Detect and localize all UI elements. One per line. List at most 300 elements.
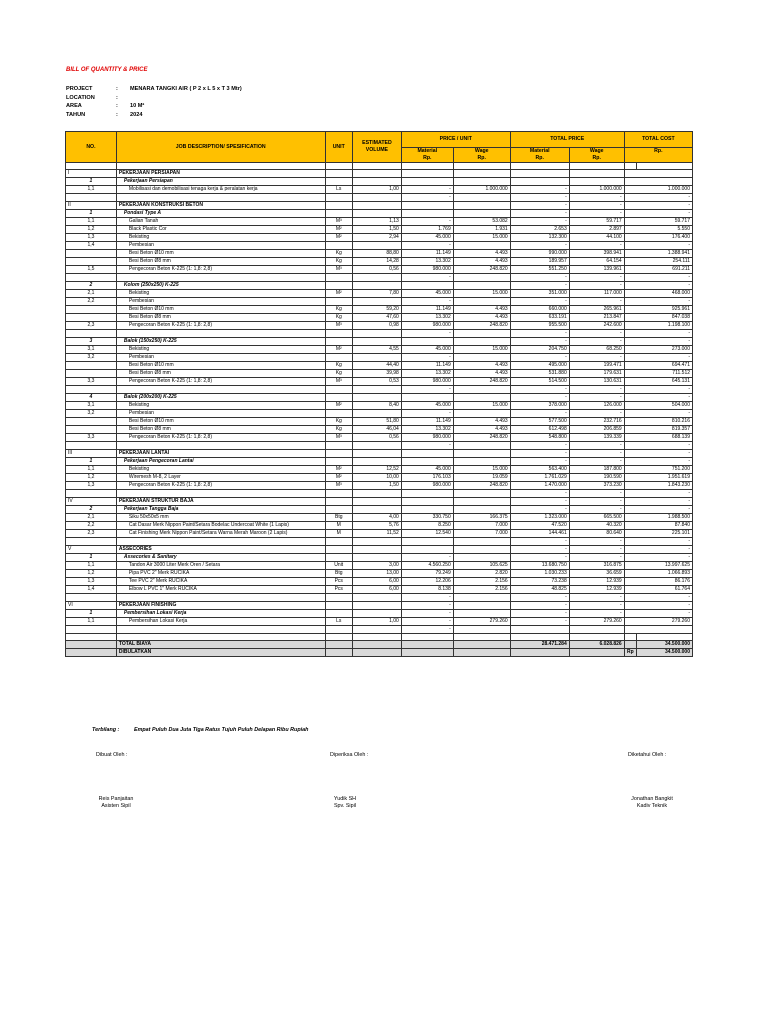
cell-empty — [453, 634, 510, 641]
cell-desc: Pengecoran Beton K-225 (1: 1,8: 2,8) — [116, 434, 325, 442]
cell-no: IV — [66, 498, 117, 506]
cell-pm: 12.206 — [401, 578, 453, 586]
subsection-row — [66, 554, 693, 562]
cell-vol: 0,56 — [352, 266, 401, 274]
table-row — [66, 562, 693, 570]
cell-pm: - — [401, 602, 453, 610]
cell-empty — [66, 163, 117, 170]
cell-tw: - — [569, 338, 624, 346]
cell-pw: 15.000 — [453, 346, 510, 354]
cell-unit — [325, 538, 352, 546]
cell-tw: - — [569, 354, 624, 362]
cell-pw — [453, 202, 510, 210]
cell-tc: 468.000 — [624, 290, 692, 298]
cell-pm: 11.149 — [401, 418, 453, 426]
table-row — [66, 426, 693, 434]
cell-unit: M³ — [325, 218, 352, 226]
cell-desc: Besi Beton Ø8 mm — [116, 258, 325, 266]
cell-empty — [352, 641, 401, 649]
cell-vol — [352, 602, 401, 610]
cell-tw: - — [569, 594, 624, 602]
cell-tc: 751.200 — [624, 466, 692, 474]
cell-desc: Besi Beton Ø10 mm — [116, 418, 325, 426]
cell-desc: Bekisting — [116, 290, 325, 298]
cell-pw — [453, 546, 510, 554]
cell-pm: - — [401, 554, 453, 562]
cell-vol — [352, 282, 401, 290]
cell-unit — [325, 554, 352, 562]
cell-unit — [325, 594, 352, 602]
cell-unit — [325, 242, 352, 250]
cell-no: 1 — [66, 458, 117, 466]
cell-unit — [325, 298, 352, 306]
header-volume: ESTIMATED VOLUME — [352, 132, 401, 163]
cell-vol — [352, 538, 401, 546]
cell-desc: Pembesian — [116, 354, 325, 362]
table-row — [66, 354, 693, 362]
cell-pm — [401, 506, 453, 514]
cell-desc: Bekisting — [116, 402, 325, 410]
cell-unit — [325, 386, 352, 394]
cell-pm: - — [401, 274, 453, 282]
cell-tw: - — [569, 274, 624, 282]
cell-desc: ASSECORIES — [116, 546, 325, 554]
cell-tm: 189.957 — [510, 258, 569, 266]
cell-no: 1 — [66, 178, 117, 186]
cell-unit: M³ — [325, 434, 352, 442]
cell-pm: 13.302 — [401, 314, 453, 322]
cell-tm: 48.825 — [510, 586, 569, 594]
cell-unit — [325, 626, 352, 634]
cell-unit: Ls — [325, 186, 352, 194]
table-row — [66, 330, 693, 338]
cell-unit: M³ — [325, 322, 352, 330]
cell-tw — [569, 178, 624, 186]
cell-pm: 79.249 — [401, 570, 453, 578]
cell-unit — [325, 354, 352, 362]
cell-vol — [352, 242, 401, 250]
cell-pw: 4.493 — [453, 418, 510, 426]
cell-tw: 64.154 — [569, 258, 624, 266]
cell-no — [66, 194, 117, 202]
cell-pm: - — [401, 242, 453, 250]
cell-pw: 2.820 — [453, 570, 510, 578]
cell-tw: - — [569, 546, 624, 554]
header-unit: UNIT — [325, 132, 352, 163]
cell-pm: - — [401, 410, 453, 418]
cell-desc: Bekisting — [116, 346, 325, 354]
cell-no: 3,1 — [66, 402, 117, 410]
cell-desc — [116, 626, 325, 634]
cell-no — [66, 306, 117, 314]
cell-desc — [116, 386, 325, 394]
cell-pw — [453, 178, 510, 186]
meta-label: LOCATION — [66, 94, 95, 101]
cell-pw — [453, 498, 510, 506]
cell-tm: - — [510, 210, 569, 218]
cell-empty — [116, 634, 325, 641]
cell-empty — [453, 163, 510, 170]
cell-pm: 45.000 — [401, 466, 453, 474]
cell-tw: - — [569, 442, 624, 450]
cell-tw: 1.000.000 — [569, 186, 624, 194]
cell-tm: 633.191 — [510, 314, 569, 322]
cell-pm: 8.138 — [401, 586, 453, 594]
table-row — [66, 362, 693, 370]
cell-pw: 2.156 — [453, 586, 510, 594]
table-row — [66, 442, 693, 450]
cell-desc: Pengecoran Beton K-225 (1: 1,8: 2,8) — [116, 378, 325, 386]
cell-pm: 8.250 — [401, 522, 453, 530]
cell-no: 1,5 — [66, 266, 117, 274]
cell-desc: Pembersihan Lokasi Kerja — [116, 610, 325, 618]
cell-tm: 495.000 — [510, 362, 569, 370]
cell-unit: Kg — [325, 426, 352, 434]
cell-tw: 265.961 — [569, 306, 624, 314]
cell-vol: 1,00 — [352, 186, 401, 194]
cell-unit — [325, 282, 352, 290]
cell-tc: - — [624, 458, 692, 466]
cell-tc: 810.216 — [624, 418, 692, 426]
cell-tm: - — [510, 410, 569, 418]
cell-unit — [325, 410, 352, 418]
cell-tw: 130.631 — [569, 378, 624, 386]
cell-pw: 1.000.000 — [453, 186, 510, 194]
cell-tw: - — [569, 554, 624, 562]
cell-tm: - — [510, 490, 569, 498]
cell-unit — [325, 498, 352, 506]
cell-pw: 2.156 — [453, 578, 510, 586]
cell-pw — [453, 170, 510, 178]
table-row — [66, 578, 693, 586]
section-row — [66, 202, 693, 210]
cell-tm: 660.000 — [510, 306, 569, 314]
cell-pw: 7.000 — [453, 530, 510, 538]
cell-no: 3,2 — [66, 410, 117, 418]
cell-no: 3 — [66, 338, 117, 346]
cell-unit: Btg — [325, 514, 352, 522]
cell-tw: 40.320 — [569, 522, 624, 530]
table-row — [66, 418, 693, 426]
cell-tc: - — [624, 298, 692, 306]
cell-no — [66, 626, 117, 634]
cell-pw — [453, 626, 510, 634]
cell-tc: - — [624, 594, 692, 602]
cell-tc: - — [624, 610, 692, 618]
total-row — [66, 641, 693, 649]
cell-vol: 13,00 — [352, 570, 401, 578]
boq-table — [65, 131, 693, 657]
meta-label: PROJECT — [66, 86, 93, 92]
cell-no: 1,2 — [66, 474, 117, 482]
cell-tw — [569, 170, 624, 178]
cell-vol: 7,80 — [352, 290, 401, 298]
cell-tc: - — [624, 338, 692, 346]
cell-pw: 248.820 — [453, 266, 510, 274]
cell-tm: - — [510, 186, 569, 194]
cell-unit — [325, 274, 352, 282]
table-row — [66, 298, 693, 306]
cell-tm: - — [510, 498, 569, 506]
cell-desc: Galian Tanah — [116, 218, 325, 226]
cell-pw — [453, 394, 510, 402]
cell-tm: 351.000 — [510, 290, 569, 298]
cell-tc: - — [624, 330, 692, 338]
cell-pm: 176.103 — [401, 474, 453, 482]
cell-tw: 213.847 — [569, 314, 624, 322]
cell-empty — [401, 641, 453, 649]
cell-vol: 1,13 — [352, 218, 401, 226]
cell-desc: Tandon Air 3000 Liter Merk Oren / Setara — [116, 562, 325, 570]
header-no: NO. — [66, 132, 117, 163]
cell-tw: 59.717 — [569, 218, 624, 226]
subsection-row — [66, 458, 693, 466]
cell-no — [66, 250, 117, 258]
header-rp: Rp. — [624, 148, 692, 163]
cell-desc: Pembesian — [116, 298, 325, 306]
amount-in-words — [92, 727, 308, 733]
cell-tm: - — [510, 506, 569, 514]
cell-pm: 45.000 — [401, 402, 453, 410]
cell-tc: - — [624, 410, 692, 418]
cell-desc: PEKERJAAN KONSTRUKSI BETON — [116, 202, 325, 210]
cell-desc: Pembersihan Lokasi Kerja — [116, 618, 325, 626]
cell-pw — [453, 490, 510, 498]
cell-tm: 551.250 — [510, 266, 569, 274]
cell-unit: M³ — [325, 266, 352, 274]
cell-tc: - — [624, 602, 692, 610]
cell-pw — [453, 410, 510, 418]
cell-desc: Assecories & Sanitary — [116, 554, 325, 562]
table-row — [66, 474, 693, 482]
cell-rp — [624, 641, 636, 649]
cell-tw: 187.800 — [569, 466, 624, 474]
cell-tm: - — [510, 218, 569, 226]
cell-desc: Mobilisasi dan demobilisasi tenaga kerja & peralatan kerja — [116, 186, 325, 194]
cell-tc: 5.550 — [624, 226, 692, 234]
document-title: BILL OF QUANTITY & PRICE — [66, 67, 148, 73]
cell-desc: Elbow L PVC 1" Merk RUCIKA — [116, 586, 325, 594]
cell-vol: 10,00 — [352, 474, 401, 482]
cell-vol: 4,55 — [352, 346, 401, 354]
cell-no: 3,1 — [66, 346, 117, 354]
cell-tw: 126.000 — [569, 402, 624, 410]
cell-tc: 279.260 — [624, 618, 692, 626]
cell-vol: 59,20 — [352, 306, 401, 314]
cell-vol: 1,00 — [352, 618, 401, 626]
cell-tc: 34.500.000 — [636, 649, 692, 657]
cell-pw: 105.625 — [453, 562, 510, 570]
cell-no — [66, 330, 117, 338]
cell-desc: Pengecoran Beton K-225 (1: 1,8: 2,8) — [116, 266, 325, 274]
cell-tm: - — [510, 354, 569, 362]
cell-pm: 13.302 — [401, 426, 453, 434]
cell-tw: - — [569, 450, 624, 458]
cell-vol: 4,00 — [352, 514, 401, 522]
signer-acknowledged: Jonathan Bangkit Kadiv Teknik — [631, 796, 673, 809]
cell-tm: - — [510, 274, 569, 282]
table-row — [66, 626, 693, 634]
cell-no — [66, 274, 117, 282]
cell-desc: Pekerjaan Pengecoran Lantai — [116, 458, 325, 466]
cell-pm: 45.000 — [401, 290, 453, 298]
cell-no — [66, 386, 117, 394]
cell-pw: 4.493 — [453, 362, 510, 370]
cell-vol — [352, 170, 401, 178]
cell-desc: DIBULATKAN — [116, 649, 325, 657]
cell-tm: 13.680.750 — [510, 562, 569, 570]
cell-pm — [401, 282, 453, 290]
cell-vol — [352, 178, 401, 186]
cell-pm — [401, 498, 453, 506]
cell-pm: - — [401, 330, 453, 338]
cell-tw: - — [569, 506, 624, 514]
cell-tm: - — [510, 538, 569, 546]
cell-unit — [325, 210, 352, 218]
cell-vol — [352, 274, 401, 282]
cell-unit: Pcs — [325, 578, 352, 586]
table-row — [66, 194, 693, 202]
cell-pm: 980.000 — [401, 322, 453, 330]
cell-pw: 15.000 — [453, 466, 510, 474]
cell-pm: 13.302 — [401, 258, 453, 266]
cell-pw: 4.493 — [453, 306, 510, 314]
cell-vol: 3,00 — [352, 562, 401, 570]
table-row — [66, 186, 693, 194]
cell-unit — [325, 490, 352, 498]
cell-tm: 548.800 — [510, 434, 569, 442]
signer-checked: Yudik SH Spv. Sipil — [333, 796, 357, 809]
cell-tc: - — [624, 194, 692, 202]
cell-tc: 504.000 — [624, 402, 692, 410]
cell-empty — [636, 634, 692, 641]
cell-vol: 2,94 — [352, 234, 401, 242]
subsection-row — [66, 178, 693, 186]
cell-desc: Bekisting — [116, 234, 325, 242]
cell-no — [66, 258, 117, 266]
cell-no: 1,1 — [66, 466, 117, 474]
cell-desc: Balok (150x250) K-225 — [116, 338, 325, 346]
cell-no: 3,3 — [66, 434, 117, 442]
table-row — [66, 250, 693, 258]
amount-in-words-text: Empat Puluh Dua Juta Tiga Ratus Tujuh Puluh Delapan Ribu Rupiah — [134, 727, 309, 733]
cell-tc: - — [624, 282, 692, 290]
cell-no: 2,2 — [66, 298, 117, 306]
cell-tw: 206.859 — [569, 426, 624, 434]
cell-tw: 665.500 — [569, 514, 624, 522]
cell-pm — [401, 538, 453, 546]
cell-vol: 1,50 — [352, 482, 401, 490]
cell-pm: - — [401, 386, 453, 394]
cell-pm: - — [401, 186, 453, 194]
cell-tm — [510, 626, 569, 634]
cell-tm: - — [510, 282, 569, 290]
cell-tc: - — [624, 242, 692, 250]
cell-tc: - — [624, 450, 692, 458]
cell-pm: 330.750 — [401, 514, 453, 522]
cell-unit: Kg — [325, 370, 352, 378]
subsection-row — [66, 210, 693, 218]
cell-tc: 694.471 — [624, 362, 692, 370]
cell-vol — [352, 450, 401, 458]
cell-pm: 45.000 — [401, 234, 453, 242]
cell-desc: Pondasi Type A — [116, 210, 325, 218]
area-value: 10 M² — [130, 103, 145, 110]
cell-vol: 11,52 — [352, 530, 401, 538]
cell-tm: - — [510, 594, 569, 602]
cell-unit — [325, 602, 352, 610]
cell-tw: 279.260 — [569, 618, 624, 626]
cell-tc: 1.951.619 — [624, 474, 692, 482]
header-price-unit: PRICE / UNIT — [401, 132, 510, 148]
cell-pm — [401, 490, 453, 498]
cell-desc: Pengecoran Beton K-225 (1: 1,8: 2,8) — [116, 322, 325, 330]
table-row — [66, 370, 693, 378]
cell-tm: 73.238 — [510, 578, 569, 586]
cell-tm: 204.750 — [510, 346, 569, 354]
cell-tm: 531.880 — [510, 370, 569, 378]
cell-tw: 2.897 — [569, 226, 624, 234]
cell-pw — [453, 242, 510, 250]
cell-tm: 1.030.233 — [510, 570, 569, 578]
cell-empty — [352, 163, 401, 170]
header-total-cost: TOTAL COST — [624, 132, 692, 148]
cell-pw — [453, 210, 510, 218]
cell-empty — [66, 641, 117, 649]
table-row — [66, 434, 693, 442]
cell-no — [66, 362, 117, 370]
cell-tw: - — [569, 602, 624, 610]
cell-unit — [325, 394, 352, 402]
signature-checked: Diperiksa Oleh : — [330, 752, 369, 758]
cell-pw — [453, 554, 510, 562]
cell-tw: - — [569, 282, 624, 290]
amount-in-words-label: Terbilang : — [92, 727, 120, 733]
cell-unit: M² — [325, 402, 352, 410]
cell-no — [66, 418, 117, 426]
cell-no: 1,2 — [66, 226, 117, 234]
cell-unit: M — [325, 522, 352, 530]
cell-tw: 316.875 — [569, 562, 624, 570]
cell-tw: - — [569, 210, 624, 218]
cell-vol: 0,98 — [352, 322, 401, 330]
cell-empty — [510, 163, 569, 170]
cell-pm — [401, 178, 453, 186]
cell-vol — [352, 386, 401, 394]
table-row — [66, 226, 693, 234]
cell-pw: 1.931 — [453, 226, 510, 234]
cell-tm: 514.500 — [510, 378, 569, 386]
cell-tc: 13.997.625 — [624, 562, 692, 570]
cell-tm: - — [510, 450, 569, 458]
cell-tc: - — [624, 490, 692, 498]
cell-vol — [352, 410, 401, 418]
cell-tc: 847.038 — [624, 314, 692, 322]
cell-pw: 4.493 — [453, 370, 510, 378]
table-row — [66, 402, 693, 410]
cell-tc: 1.843.230 — [624, 482, 692, 490]
cell-empty — [401, 634, 453, 641]
year-value: 2024 — [130, 111, 143, 118]
cell-vol — [352, 330, 401, 338]
cell-tw — [569, 626, 624, 634]
cell-vol — [352, 338, 401, 346]
cell-tc: 925.961 — [624, 306, 692, 314]
cell-no: 2 — [66, 506, 117, 514]
subsection-row — [66, 282, 693, 290]
table-row — [66, 466, 693, 474]
cell-unit: Pcs — [325, 586, 352, 594]
